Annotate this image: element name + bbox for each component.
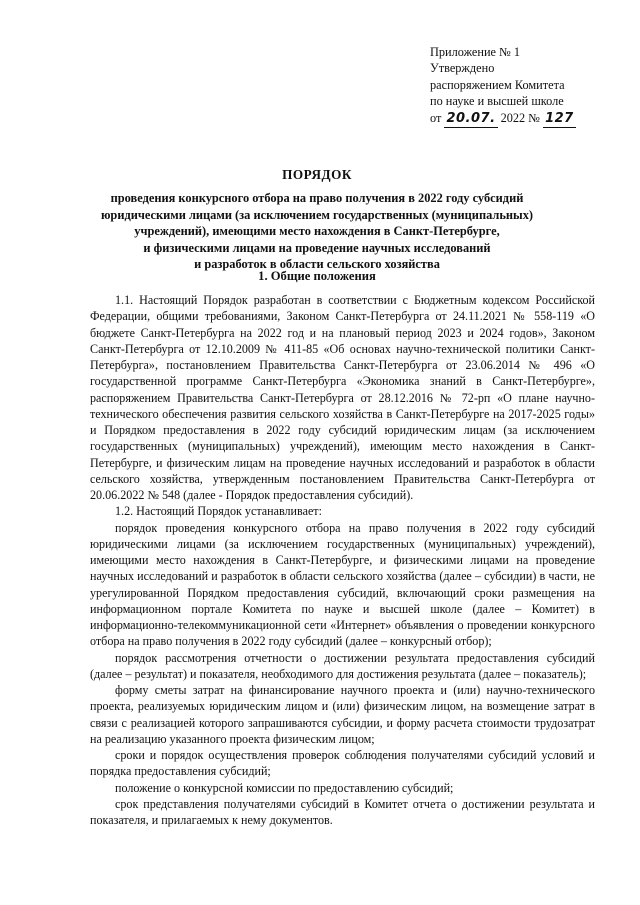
approval-block [430,44,610,128]
title-line-4: и физическими лицами на проведение научных исследований [143,240,491,255]
approval-year: 2022 [500,110,526,125]
section-heading: 1. Общие положения [258,269,376,283]
handwritten-number: 127 [543,111,576,128]
paragraph-1-1: 1.1. Настоящий Порядок разработан в соответствии с Бюджетным кодексом Российской Федерации, общими требованиями, Законом Санкт-Петербурга от 24.11.2021 № 558-119 «О бюджете Санкт-Петербурга на 2022 год и на плановый период 2023 и 2024 годов», Законом Санкт-Петербурга от 12.10.2009 № 411-85 «Об основах научно-технической политики Санкт-Петербурга», постановлением Правительства Санкт-Петербурга от 23.06.2014 № 496 «О государственной программе Санкт-Петербурга «Экономика знаний в Санкт-Петербурге», распоряжением Правительства Санкт-Петербурга от 28.12.2016 № 72-рп «О плане научно-технического обеспечения развития сельского хозяйства в Санкт-Петербурге на 2017-2025 годы» и Порядком предоставления в 2022 году субсидий юридическим лицам (за исключением государственных (муниципальных) учреждений), имеющим место нахождения в Санкт-Петербурге, и физическим лицам на проведение научных исследований и разработок в области сельского хозяйства, утвержденным постановлением Правительства Санкт-Петербурга от 20.06.2022 № 548 (далее - Порядок предоставления субсидий). [90,293,595,502]
handwritten-date: 20.07. [444,111,497,128]
title-line-1: проведения конкурсного отбора на право получения в 2022 году субсидий [110,191,524,206]
paragraph-1-2: 1.2. Настоящий Порядок устанавливает: [115,504,322,519]
approved-by-order: распоряжением Комитета [430,77,565,92]
appendix-number: Приложение № 1 [430,45,521,59]
number-sign: № [528,110,540,125]
paragraph-selection-procedure: порядок проведения конкурсного отбора на право получения в 2022 году субсидий юридическими лицами (за исключением государственных (муниципальных) учреждений), имеющими место нахождения в Санкт-Петербурге, и физическими лицами на проведение научных исследований и разработок в области сельского хозяйства (далее – субсидии) в части, не урегулированной Порядком предоставления субсидий, включающий сроки размещения на информационном портале Комитета по науке и высшей школе (далее – Комитет) в информационно-телекоммуникационной сети «Интернет» объявления о проведении конкурсного отбора на право получения в 2022 году субсидий (далее – конкурсный отбор); [90,520,595,649]
title-line-2: юридическими лицами (за исключением государственных (муниципальных) [100,207,534,222]
paragraph-inspections: сроки и порядок осуществления проверок соблюдения получателями субсидий условий и порядка предоставления субсидий; [90,748,595,779]
paragraph-report-deadline: срок представления получателями субсидий в Комитет отчета о достижении результата и показателя, и прилагаемых к нему документов. [90,796,595,827]
paragraph-cost-estimate: форму сметы затрат на финансирование научного проекта и (или) научно-технического проекта, реализуемых юридическим лицом и (или) физическим лицом, на возмещение затрат в связи с реализацией которого запрашиваются субсидии, и форму расчета стоимости трудозатрат на реализацию указанного проекта физическим лицом; [90,683,595,746]
approved-by-committee: по науке и высшей школе [430,94,564,109]
document-body [90,292,595,828]
paragraph-reporting-procedure: порядок рассмотрения отчетности о достижении результата предоставления субсидий (далее – результат) и показателя, необходимого для достижения результата (далее – показатель); [90,650,595,681]
title-line-5: и разработок в области сельского хозяйства [194,257,440,272]
date-prefix: от [430,110,442,125]
paragraph-commission: положение о конкурсной комиссии по предоставлению субсидий; [115,780,454,795]
approved-label: Утверждено [430,61,495,76]
document-title [90,167,544,272]
approval-date-line [430,110,610,128]
title-main: ПОРЯДОК [282,167,352,182]
title-line-3: учреждений), имеющими место нахождения в Санкт-Петербурге, [134,224,500,239]
